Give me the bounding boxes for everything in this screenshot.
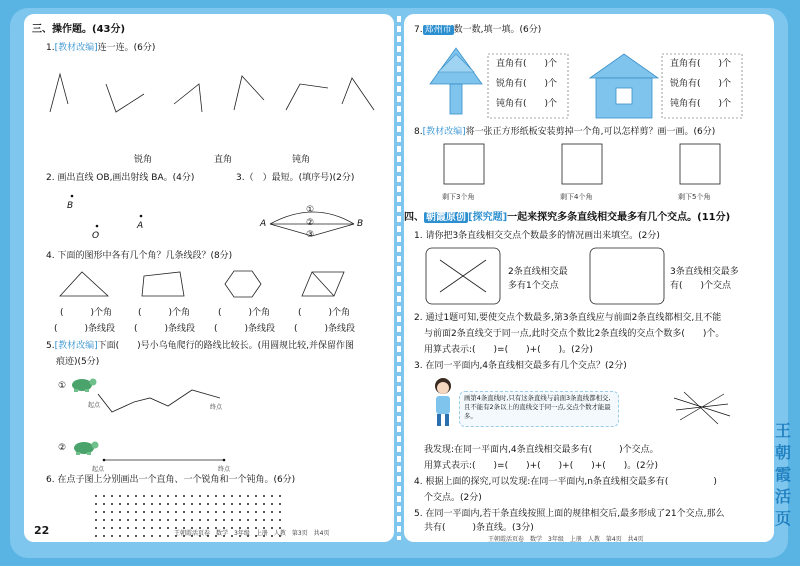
q4-angles-1: ( )个角 — [60, 308, 113, 318]
fig2-obtuse-angles: 钝角有( )个 — [670, 99, 732, 109]
caption-3-angles: 剩下3个角 — [442, 193, 475, 201]
grid-dot — [263, 511, 265, 513]
binding-separator — [397, 16, 401, 540]
grid-dot — [167, 495, 169, 497]
grid-dot — [215, 495, 217, 497]
q4-prompt: 4. 下面的图形中各有几个角？几条线段？(8分) — [46, 251, 233, 261]
grid-dot — [143, 519, 145, 521]
grid-dot — [151, 495, 153, 497]
answer-obtuse: 钝角 — [292, 155, 311, 165]
p2-line2: 与前面2条直线交于同一点,此时交点个数比2条直线的交点个数多( )个。 — [424, 329, 725, 339]
grid-dot — [119, 495, 121, 497]
grid-dot — [127, 519, 129, 521]
fig1-acute-angles: 锐角有( )个 — [496, 79, 558, 89]
grid-dot — [143, 511, 145, 513]
grid-dot — [143, 527, 145, 529]
grid-dot — [247, 495, 249, 497]
answer-right: 直角 — [214, 155, 233, 165]
grid-dot — [223, 495, 225, 497]
left-page — [24, 14, 394, 542]
grid-dot — [111, 527, 113, 529]
path-2-start: 起点 — [92, 466, 105, 473]
grid-dot — [175, 511, 177, 513]
grid-dot — [135, 535, 137, 537]
grid-dot — [271, 495, 273, 497]
grid-dot — [167, 527, 169, 529]
page-number: 22 — [34, 524, 50, 537]
label-o: O — [92, 231, 100, 241]
grid-dot — [159, 495, 161, 497]
grid-dot — [95, 495, 97, 497]
brand-char-5: 页 — [774, 509, 791, 528]
grid-dot — [199, 503, 201, 505]
grid-dot — [207, 503, 209, 505]
grid-dot — [127, 495, 129, 497]
grid-dot — [215, 519, 217, 521]
q3-label-1: ① — [306, 205, 315, 215]
section4-prefix: 四、 — [404, 212, 424, 223]
grid-dot — [159, 519, 161, 521]
grid-dot — [175, 495, 177, 497]
grid-dot — [95, 503, 97, 505]
section4-tag1: 朝霞原创 — [426, 212, 466, 223]
grid-dot — [103, 519, 105, 521]
grid-dot — [191, 519, 193, 521]
grid-dot — [263, 519, 265, 521]
q5-line1: 下面( )号小乌龟爬行的路线比较长。(用圆规比较,并保留作图 — [97, 341, 355, 351]
grid-dot — [239, 511, 241, 513]
grid-dot — [279, 519, 281, 521]
grid-dot — [239, 503, 241, 505]
grid-dot — [159, 535, 161, 537]
q8-text: 将一张正方形纸板安装剪掉一个角,可以怎样剪？画一画。(6分) — [465, 127, 716, 137]
q5-line2: 痕迹)(5分) — [56, 357, 100, 367]
grid-dot — [95, 535, 97, 537]
grid-dot — [111, 503, 113, 505]
grid-dot — [127, 511, 129, 513]
brand-char-4: 活 — [774, 487, 791, 506]
grid-dot — [247, 503, 249, 505]
brand-char-2: 朝 — [774, 443, 791, 462]
brand-char-3: 霞 — [774, 465, 791, 484]
path-2-end: 终点 — [218, 466, 231, 473]
grid-dot — [231, 519, 233, 521]
brand-logo — [770, 420, 796, 530]
q2-prompt: 2. 画出直线 OB,画出射线 BA。(4分) — [46, 173, 195, 183]
q3-label-b: B — [357, 219, 364, 229]
grid-dot — [119, 511, 121, 513]
grid-dot — [167, 535, 169, 537]
turtle-2-number: ② — [58, 443, 67, 453]
p3-lines-sketch — [674, 390, 730, 426]
path-1-start: 起点 — [88, 402, 101, 409]
grid-dot — [143, 495, 145, 497]
label-a: A — [137, 221, 144, 231]
q8-tag: [教材改编] — [422, 127, 466, 137]
grid-dot — [135, 503, 137, 505]
grid-dot — [103, 503, 105, 505]
grid-dot — [239, 495, 241, 497]
grid-dot — [247, 519, 249, 521]
grid-dot — [151, 519, 153, 521]
grid-dot — [151, 535, 153, 537]
grid-dot — [135, 527, 137, 529]
grid-dot — [255, 503, 257, 505]
p1-prompt: 1. 请你把3条直线相交交点个数最多的情况画出来填空。(2分) — [414, 231, 660, 241]
q4-segments-4: ( )条线段 — [294, 324, 356, 334]
grid-dot — [199, 519, 201, 521]
hint-bubble: 画第4条直线时,只有这条直线与前面3条直线都相交,且不能有2条以上的直线交于同一点,交点个数才能最多。 — [459, 391, 619, 427]
q4-segments-2: ( )条线段 — [134, 324, 196, 334]
p4-line2: 个交点。(2分) — [424, 493, 482, 503]
grid-dot — [215, 503, 217, 505]
grid-dot — [135, 519, 137, 521]
q4-angles-2: ( )个角 — [138, 308, 191, 318]
grid-dot — [223, 519, 225, 521]
q7-tag: 郑州市 — [424, 25, 452, 35]
p4-line1: 4. 根据上面的探究,可以发现:在同一平面内,n条直线相交最多有( ) — [414, 477, 717, 487]
section4-text: 一起来探究多条直线相交最多有几个交点。(11分) — [507, 212, 731, 223]
p3-formula: 用算式表示:( )=( )+( )+( )+( )。(2分) — [424, 461, 659, 471]
q3-label-2: ② — [306, 218, 315, 228]
grid-dot — [167, 511, 169, 513]
grid-dot — [247, 511, 249, 513]
path-1-end: 终点 — [210, 404, 223, 411]
grid-dot — [255, 511, 257, 513]
grid-dot — [223, 511, 225, 513]
grid-dot — [199, 511, 201, 513]
grid-dot — [231, 511, 233, 513]
right-page — [404, 14, 774, 542]
grid-dot — [119, 527, 121, 529]
grid-dot — [135, 511, 137, 513]
p2-line1: 2. 通过1题可知,要使交点个数最多,第3条直线应与前面2条直线都相交,且不能 — [414, 313, 722, 323]
fig1-obtuse-angles: 钝角有( )个 — [496, 99, 558, 109]
grid-dot — [271, 503, 273, 505]
q4-angles-4: ( )个角 — [298, 308, 351, 318]
p3-prompt: 3. 在同一平面内,4条直线相交最多有几个交点？(2分) — [414, 361, 627, 371]
q3-label-3: ③ — [306, 230, 315, 240]
grid-dot — [199, 495, 201, 497]
grid-dot — [143, 503, 145, 505]
grid-dot — [191, 511, 193, 513]
grid-dot — [223, 503, 225, 505]
grid-dot — [271, 519, 273, 521]
left-footer: 王朝霞活页卷 数学 3年级 上册 人教 第3页 共4页 — [174, 530, 330, 537]
grid-dot — [191, 503, 193, 505]
grid-dot — [191, 495, 193, 497]
grid-dot — [215, 511, 217, 513]
grid-dot — [151, 503, 153, 505]
grid-dot — [263, 503, 265, 505]
grid-dot — [103, 527, 105, 529]
grid-dot — [95, 527, 97, 529]
q7-number: 7. — [414, 25, 423, 35]
grid-dot — [111, 519, 113, 521]
grid-dot — [175, 519, 177, 521]
grid-dot — [159, 527, 161, 529]
grid-dot — [279, 495, 281, 497]
grid-dot — [231, 503, 233, 505]
p3-finding: 我发现:在同一平面内,4条直线相交最多有( )个交点。 — [424, 445, 659, 455]
q7-text: 数一数,填一填。(6分) — [453, 25, 542, 35]
grid-dot — [135, 495, 137, 497]
grid-dot — [103, 535, 105, 537]
grid-dot — [167, 519, 169, 521]
q1-text: 连一连。(6分) — [97, 43, 156, 53]
path-2-route — [24, 14, 394, 464]
grid-dot — [279, 511, 281, 513]
grid-dot — [207, 511, 209, 513]
grid-dot — [119, 503, 121, 505]
grid-dot — [127, 503, 129, 505]
q4-angles-3: ( )个角 — [218, 308, 271, 318]
grid-dot — [119, 535, 121, 537]
grid-dot — [207, 495, 209, 497]
grid-dot — [127, 527, 129, 529]
grid-dot — [159, 511, 161, 513]
grid-dot — [151, 527, 153, 529]
label-b: B — [67, 201, 74, 211]
box1-line1: 2条直线相交最 — [508, 267, 568, 277]
grid-dot — [231, 495, 233, 497]
q3-label-a: A — [260, 219, 267, 229]
q3-prompt: 3.（ ）最短。(填序号)(2分) — [236, 173, 355, 183]
grid-dot — [111, 535, 113, 537]
box1-line2: 多有1个交点 — [508, 281, 559, 291]
box2-line2: 有( )个交点 — [670, 281, 732, 291]
grid-dot — [95, 511, 97, 513]
grid-dot — [127, 535, 129, 537]
grid-dot — [183, 511, 185, 513]
right-footer: 王朝霞活页卷 数学 3年级 上册 人教 第4页 共4页 — [488, 536, 644, 542]
q8-number: 8. — [414, 127, 423, 137]
q4-segments-3: ( )条线段 — [214, 324, 276, 334]
grid-dot — [207, 519, 209, 521]
grid-dot — [175, 503, 177, 505]
grid-dot — [183, 495, 185, 497]
grid-dot — [119, 519, 121, 521]
section-title: 三、操作题。(43分) — [32, 24, 126, 35]
grid-dot — [167, 503, 169, 505]
grid-dot — [183, 503, 185, 505]
grid-dot — [263, 495, 265, 497]
p5-line2: 共有( )条直线。(3分) — [424, 523, 534, 533]
fig2-acute-angles: 锐角有( )个 — [670, 79, 732, 89]
grid-dot — [255, 519, 257, 521]
q5-number: 5. — [46, 341, 55, 351]
fig2-right-angles: 直角有( )个 — [670, 59, 732, 69]
fig1-right-angles: 直角有( )个 — [496, 59, 558, 69]
brand-char-1: 王 — [774, 421, 791, 440]
p2-line3: 用算式表示:( )=( )+( )。(2分) — [424, 345, 593, 355]
caption-4-angles: 剩下4个角 — [560, 193, 593, 201]
section4-tag2: [探究题] — [468, 212, 508, 223]
grid-dot — [143, 535, 145, 537]
grid-dot — [95, 519, 97, 521]
grid-dot — [271, 511, 273, 513]
q6-prompt: 6. 在点子图上分别画出一个直角、一个锐角和一个钝角。(6分) — [46, 475, 296, 485]
grid-dot — [183, 519, 185, 521]
grid-dot — [111, 495, 113, 497]
grid-dot — [255, 495, 257, 497]
grid-dot — [103, 495, 105, 497]
q4-segments-1: ( )条线段 — [54, 324, 116, 334]
grid-dot — [159, 503, 161, 505]
caption-5-angles: 剩下5个角 — [678, 193, 711, 201]
grid-dot — [151, 511, 153, 513]
girl-illustration — [430, 376, 456, 428]
grid-dot — [111, 511, 113, 513]
turtle-1-number: ① — [58, 381, 67, 391]
q1-number: 1. — [46, 43, 55, 53]
box2-line1: 3条直线相交最多 — [670, 267, 739, 277]
q5-tag: [教材改编] — [54, 341, 98, 351]
grid-dot — [103, 511, 105, 513]
grid-dot — [279, 503, 281, 505]
p5-line1: 5. 在同一平面内,若干条直线按照上面的规律相交后,最多形成了21个交点,那么 — [414, 509, 725, 519]
q1-tag: [教材改编] — [54, 43, 98, 53]
grid-dot — [239, 519, 241, 521]
answer-acute: 锐角 — [134, 155, 153, 165]
